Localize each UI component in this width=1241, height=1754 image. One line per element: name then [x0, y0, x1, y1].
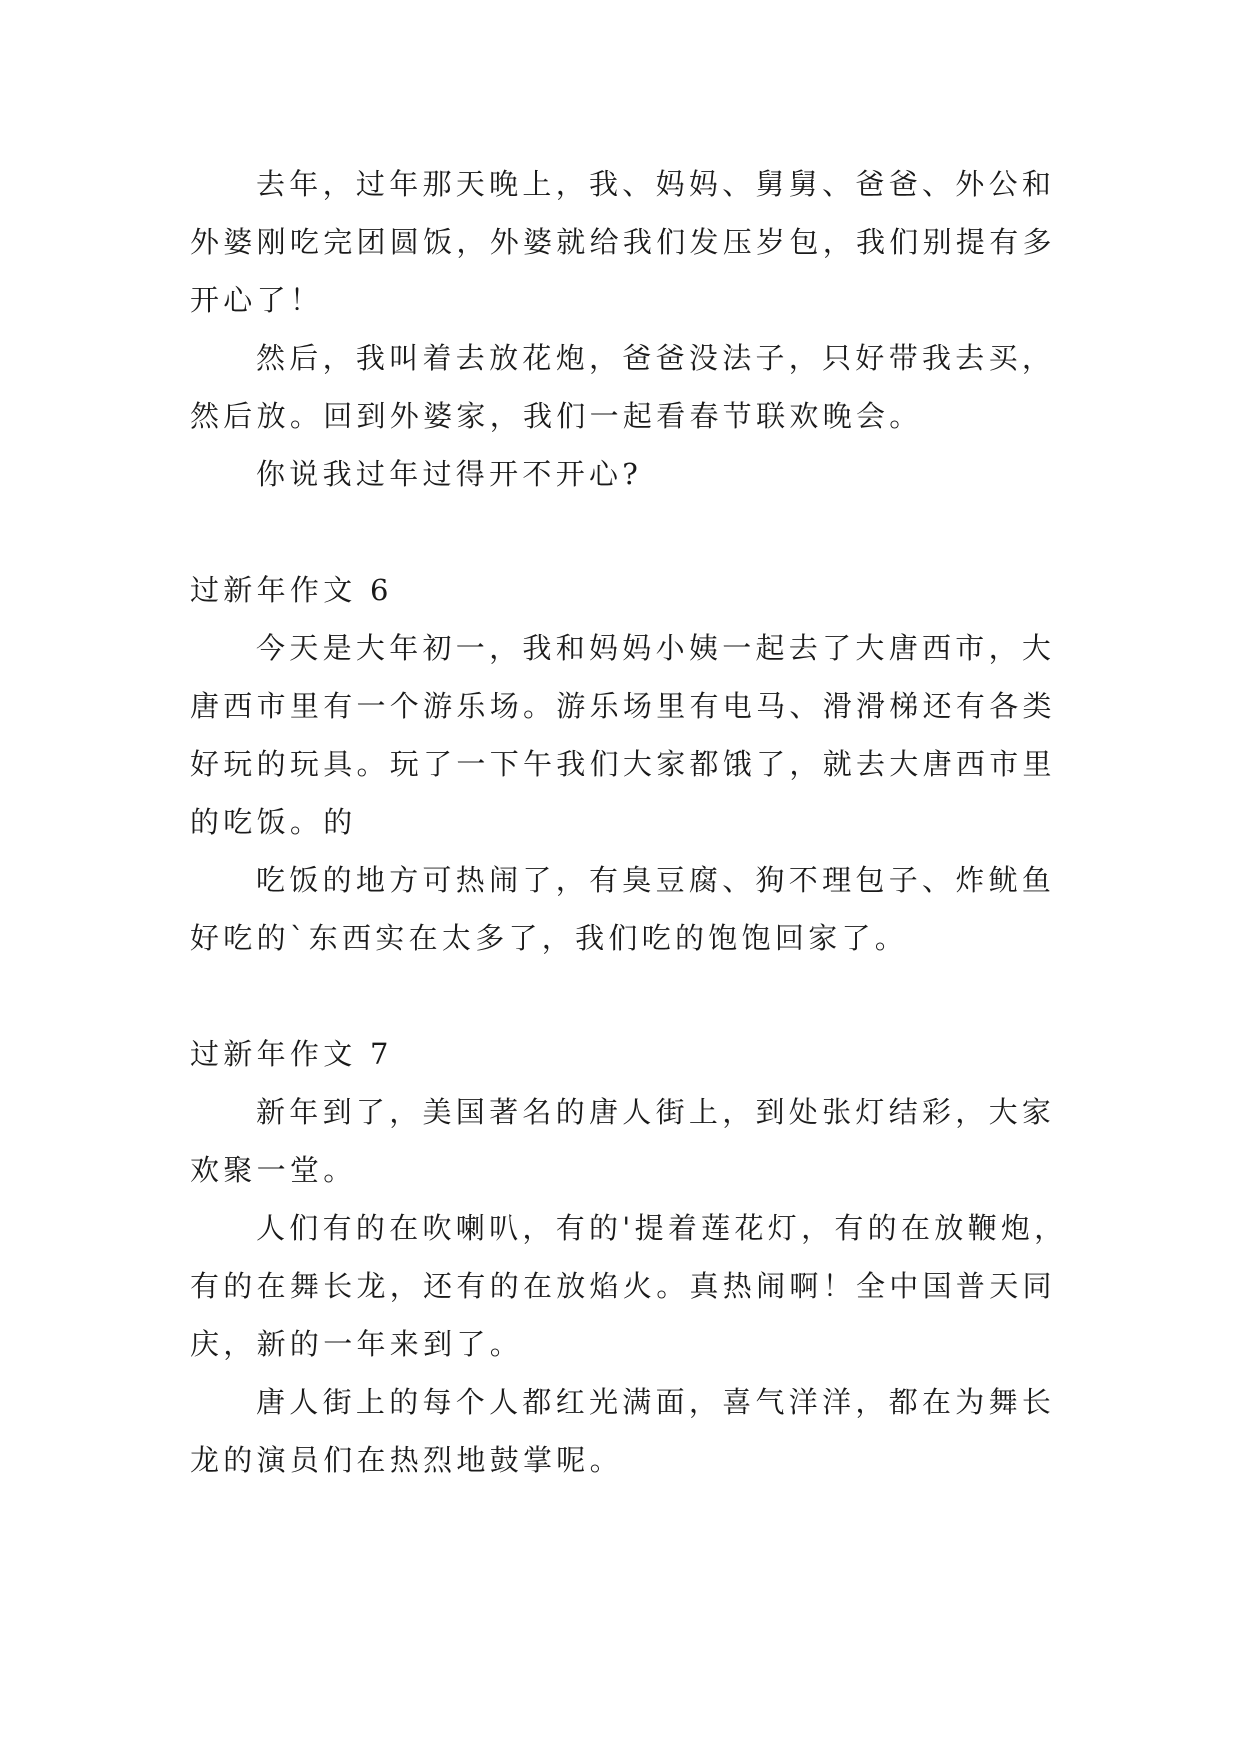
essay7-title: 过新年作文 7 [190, 1037, 393, 1071]
essay6-p1-line1: 今天是大年初一，我和妈妈小姨一起去了大唐西市，大 [256, 631, 1056, 665]
essay5-p1-line1: 去年，过年那天晚上，我、妈妈、舅舅、爸爸、外公和 [256, 167, 1056, 201]
essay6-p2-line2: 好吃的`东西实在太多了，我们吃的饱饱回家了。 [190, 921, 909, 955]
essay7-p1-line1: 新年到了，美国著名的唐人街上，到处张灯结彩，大家 [256, 1095, 1056, 1129]
essay5-p1-line2: 外婆刚吃完团圆饭，外婆就给我们发压岁包，我们别提有多 [190, 225, 1056, 259]
essay5-p3-line1: 你说我过年过得开不开心? [256, 457, 643, 491]
essay7-p2-line1: 人们有的在吹喇叭，有的'提着莲花灯，有的在放鞭炮， [256, 1211, 1068, 1245]
essay5-p2-line1: 然后，我叫着去放花炮，爸爸没法子，只好带我去买， [256, 341, 1056, 375]
essay7-p2-line2: 有的在舞长龙，还有的在放焰火。真热闹啊！全中国普天同 [190, 1269, 1056, 1303]
essay7-p1-line2: 欢聚一堂。 [190, 1153, 357, 1187]
essay5-p1-line3: 开心了！ [190, 283, 324, 317]
essay6-title: 过新年作文 6 [190, 573, 393, 607]
essay7-p3-line2: 龙的演员们在热烈地鼓掌呢。 [190, 1443, 623, 1477]
essay6-p1-line4: 的吃饭。的 [190, 805, 357, 839]
essay7-p2-line3: 庆，新的一年来到了。 [190, 1327, 524, 1361]
essay6-p2-line1: 吃饭的地方可热闹了，有臭豆腐、狗不理包子、炸鱿鱼 [256, 863, 1056, 897]
essay7-p3-line1: 唐人街上的每个人都红光满面，喜气洋洋，都在为舞长 [256, 1385, 1056, 1419]
essay6-p1-line3: 好玩的玩具。玩了一下午我们大家都饿了，就去大唐西市里 [190, 747, 1056, 781]
essay5-p2-line2: 然后放。回到外婆家，我们一起看春节联欢晚会。 [190, 399, 923, 433]
essay6-p1-line2: 唐西市里有一个游乐场。游乐场里有电马、滑滑梯还有各类 [190, 689, 1056, 723]
